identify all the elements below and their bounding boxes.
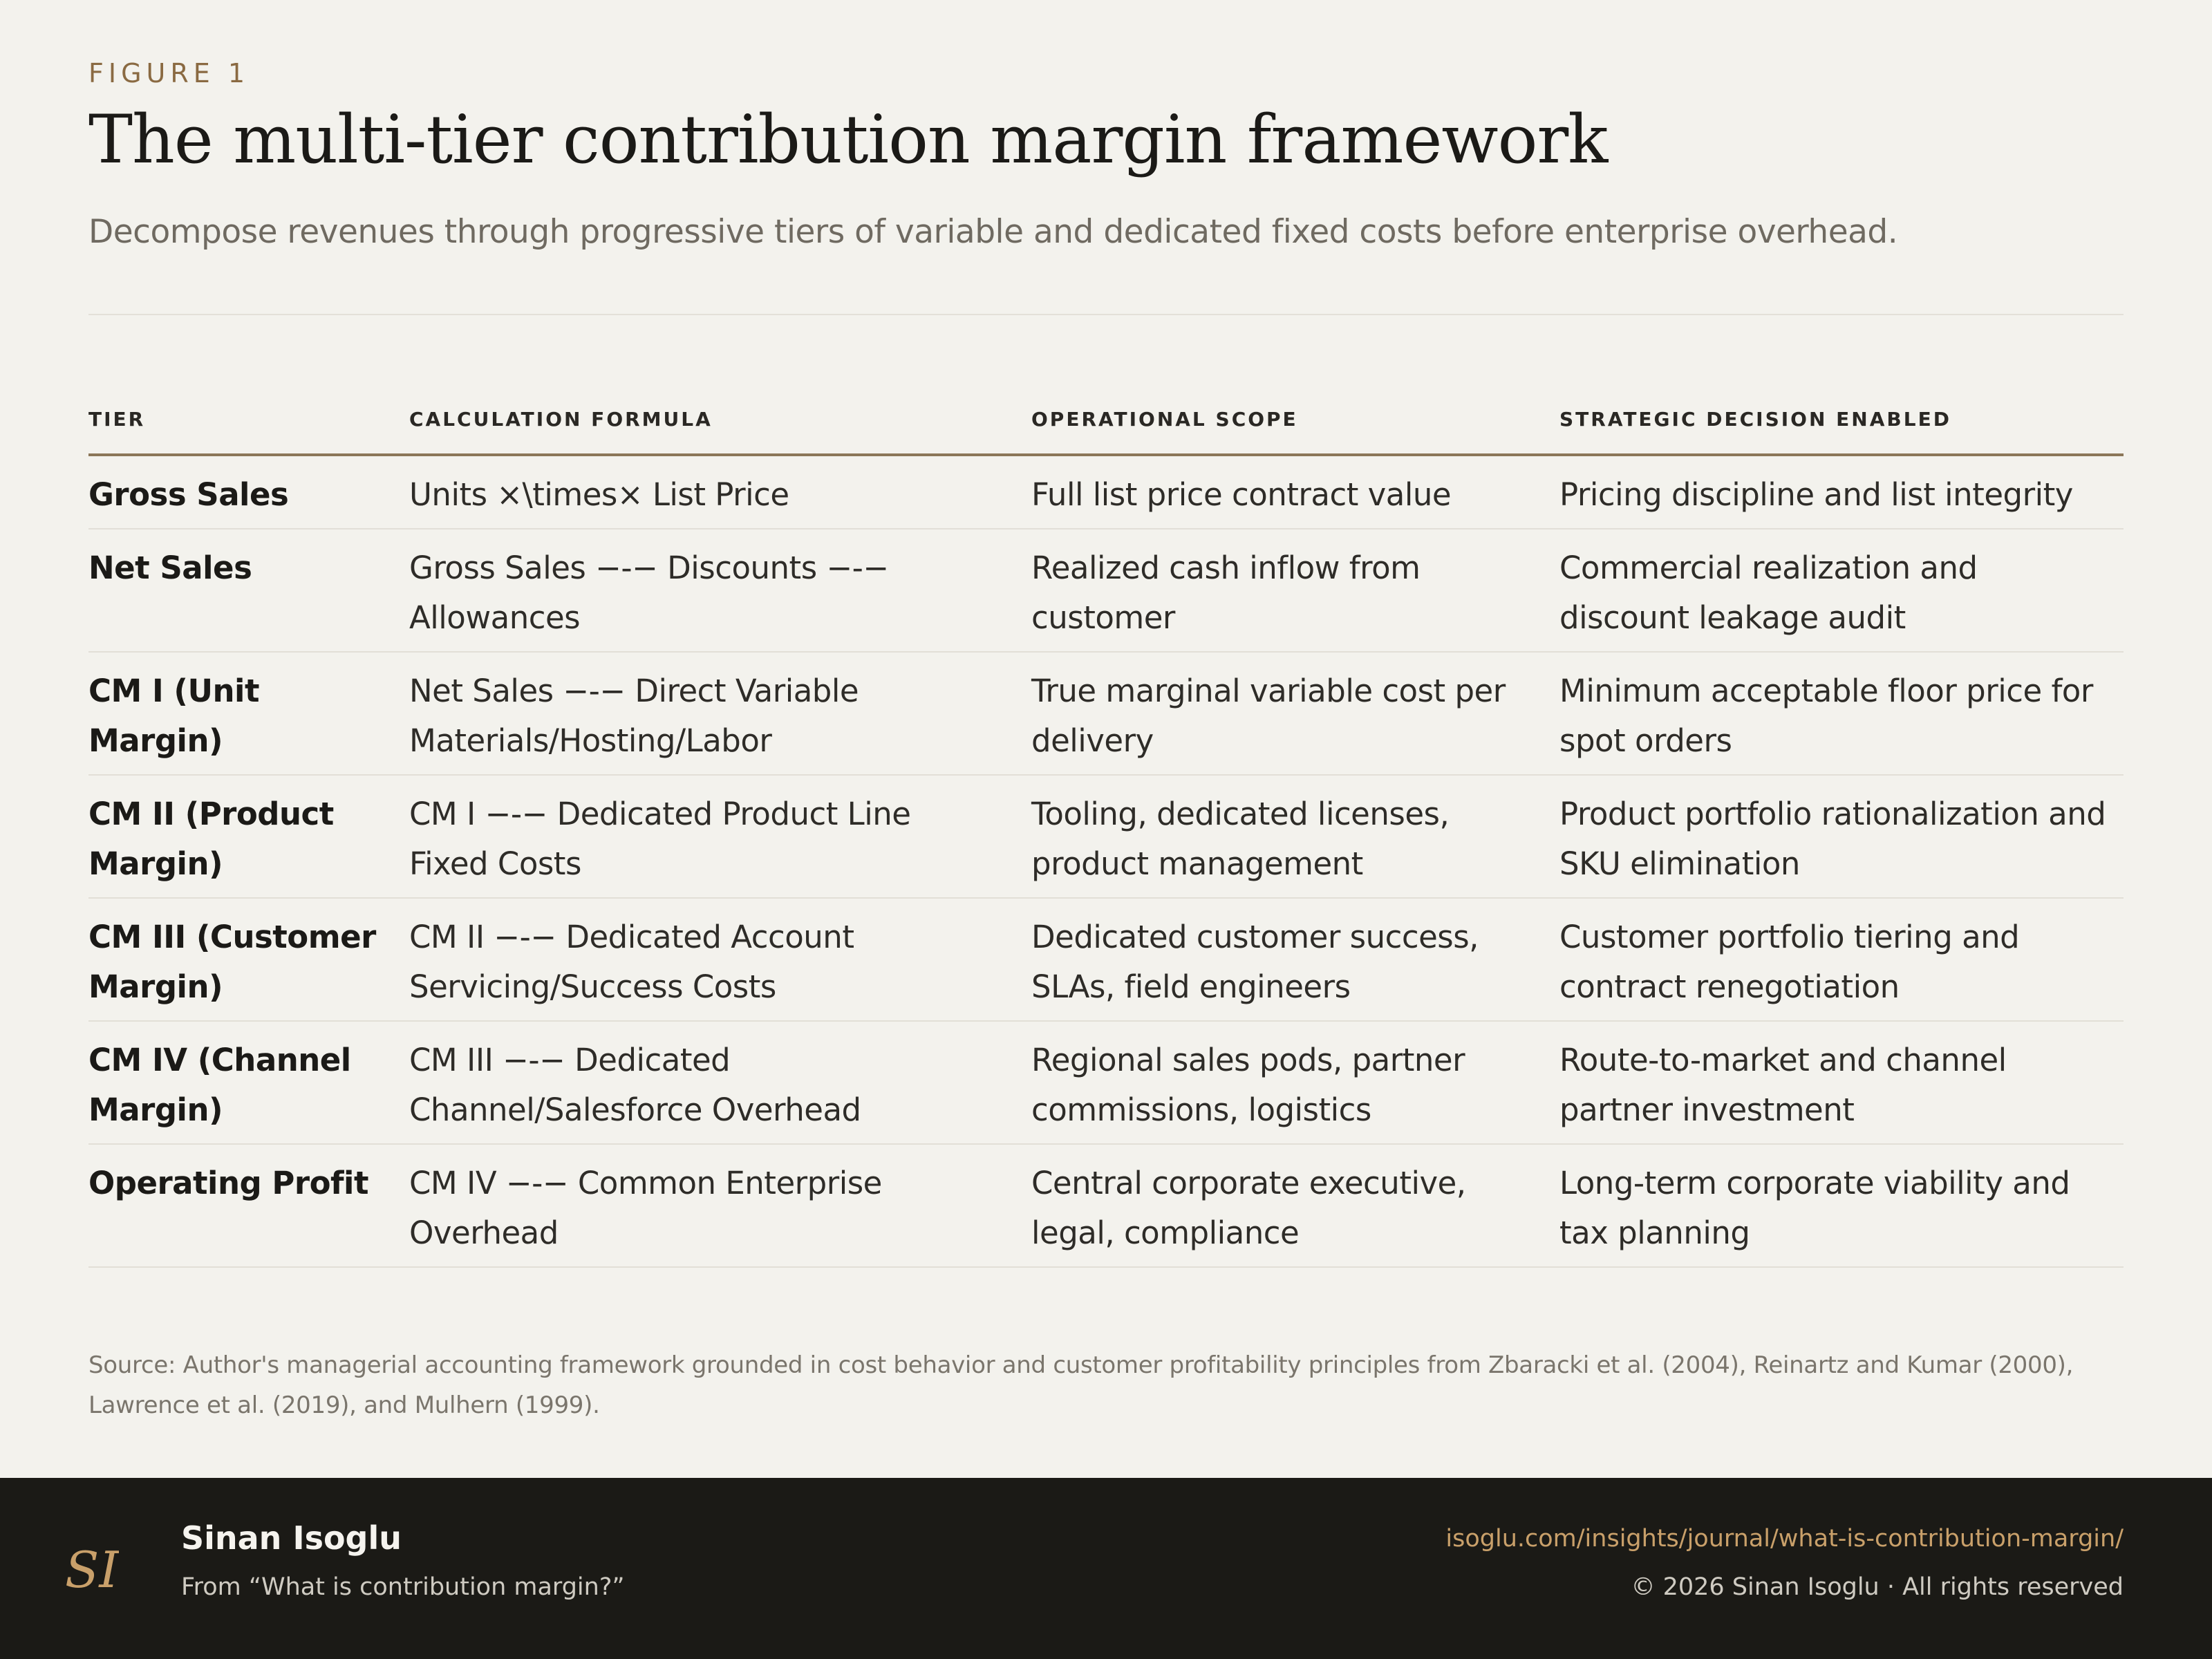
formula-cell: Net Sales −-− Direct Variable Materials/Hosting/Labor bbox=[409, 673, 859, 759]
tier-cell: CM IV (Channel Margin) bbox=[88, 1042, 351, 1128]
scope-cell: Full list price contract value bbox=[1031, 476, 1452, 513]
copyright: © 2026 Sinan Isoglu · All rights reserved bbox=[1631, 1573, 2124, 1601]
tier-cell: Net Sales bbox=[88, 550, 252, 586]
table-body bbox=[88, 456, 2124, 1268]
tier-cell: Operating Profit bbox=[88, 1165, 368, 1201]
table-row bbox=[88, 529, 2124, 653]
header-formula: CALCULATION FORMULA bbox=[409, 408, 713, 431]
figure-subtitle: Decompose revenues through progressive tiers of variable and dedicated fixed costs before enterprise overhead. bbox=[88, 213, 1898, 251]
title-divider bbox=[88, 314, 2124, 315]
decision-cell: Customer portfolio tiering and contract renegotiation bbox=[1559, 919, 2020, 1005]
formula-cell: CM III −-− Dedicated Channel/Salesforce Overhead bbox=[409, 1042, 861, 1128]
formula-cell: Units ×\times× List Price bbox=[409, 476, 789, 513]
formula-cell: CM IV −-− Common Enterprise Overhead bbox=[409, 1165, 882, 1251]
figure-kicker: FIGURE 1 bbox=[88, 58, 250, 88]
table-row bbox=[88, 456, 2124, 529]
table-row bbox=[88, 1145, 2124, 1268]
table-header bbox=[88, 408, 2124, 435]
header-scope: OPERATIONAL SCOPE bbox=[1031, 408, 1298, 431]
tier-cell: Gross Sales bbox=[88, 476, 289, 513]
scope-cell: Dedicated customer success, SLAs, field engineers bbox=[1031, 919, 1479, 1005]
formula-cell: CM I −-− Dedicated Product Line Fixed Costs bbox=[409, 796, 911, 882]
table-row bbox=[88, 653, 2124, 776]
header-tier: TIER bbox=[88, 408, 146, 431]
decision-cell: Long-term corporate viability and tax planning bbox=[1559, 1165, 2070, 1251]
decision-cell: Product portfolio rationalization and SKU elimination bbox=[1559, 796, 2106, 882]
header-decision: STRATEGIC DECISION ENABLED bbox=[1559, 408, 1951, 431]
decision-cell: Pricing discipline and list integrity bbox=[1559, 476, 2073, 513]
decision-cell: Commercial realization and discount leakage audit bbox=[1559, 550, 1978, 636]
scope-cell: Realized cash inflow from customer bbox=[1031, 550, 1421, 636]
scope-cell: Tooling, dedicated licenses, product management bbox=[1031, 796, 1450, 882]
author-name: Sinan Isoglu bbox=[181, 1519, 402, 1557]
footer bbox=[0, 1478, 2212, 1659]
tier-cell: CM I (Unit Margin) bbox=[88, 673, 259, 759]
scope-cell: Central corporate executive, legal, compliance bbox=[1031, 1165, 1466, 1251]
table-row bbox=[88, 776, 2124, 899]
tier-cell: CM II (Product Margin) bbox=[88, 796, 334, 882]
table-row bbox=[88, 1022, 2124, 1145]
article-reference: From “What is contribution margin?” bbox=[181, 1573, 625, 1601]
source-note: Source: Author's managerial accounting framework grounded in cost behavior and customer profitability principles from Zbaracki et al. (2004), Reinartz and Kumar (2000), Lawrence et al. (2019), and Mulhern (1999). bbox=[88, 1351, 2074, 1419]
formula-cell: CM II −-− Dedicated Account Servicing/Success Costs bbox=[409, 919, 854, 1005]
logo-text: SI bbox=[65, 1541, 119, 1599]
si-monogram-icon bbox=[64, 1539, 119, 1601]
decision-cell: Route-to-market and channel partner investment bbox=[1559, 1042, 2007, 1128]
figure-title: The multi-tier contribution margin framework bbox=[88, 101, 1608, 178]
tier-cell: CM III (Customer Margin) bbox=[88, 919, 376, 1005]
scope-cell: True marginal variable cost per delivery bbox=[1031, 673, 1506, 759]
article-link[interactable]: isoglu.com/insights/journal/what-is-contribution-margin/ bbox=[1445, 1525, 2124, 1553]
scope-cell: Regional sales pods, partner commissions, logistics bbox=[1031, 1042, 1465, 1128]
formula-cell: Gross Sales −-− Discounts −-− Allowances bbox=[409, 550, 889, 636]
decision-cell: Minimum acceptable floor price for spot orders bbox=[1559, 673, 2093, 759]
table-row bbox=[88, 899, 2124, 1022]
